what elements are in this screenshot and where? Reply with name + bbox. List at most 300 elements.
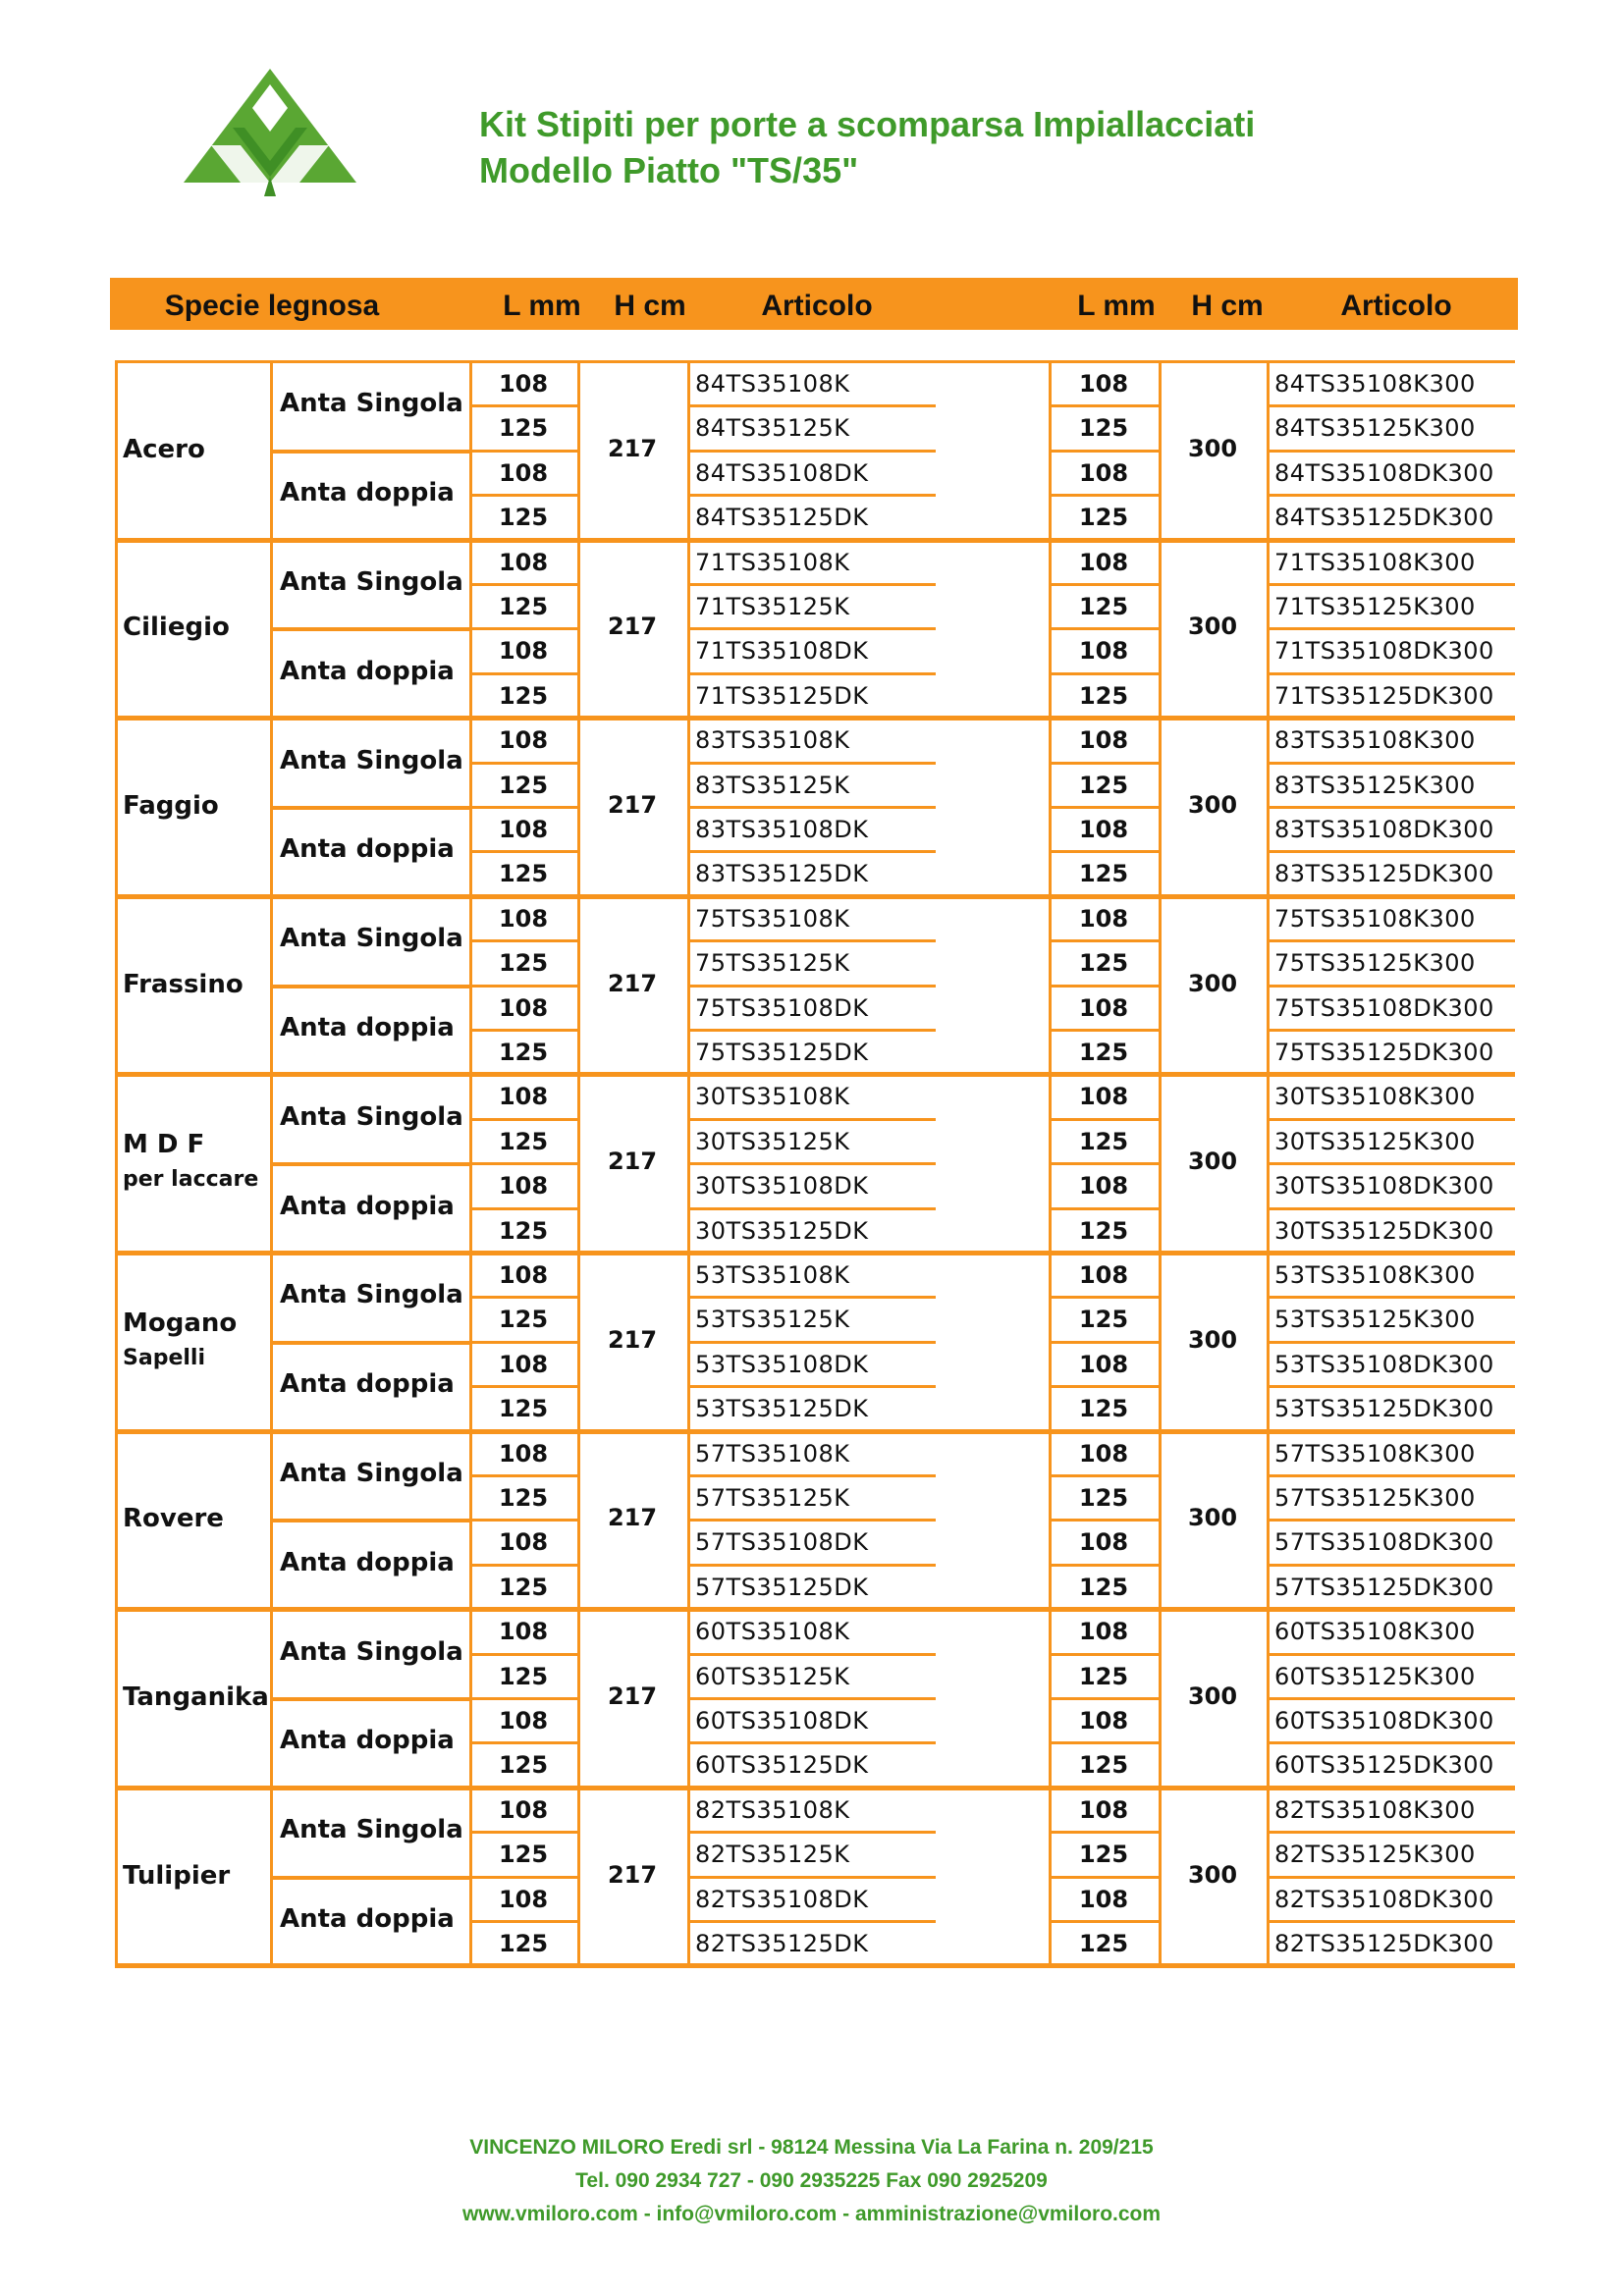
row-rule — [1267, 1876, 1515, 1879]
row-rule — [1267, 806, 1515, 809]
row-rule — [1049, 1741, 1159, 1744]
species-sublabel: Sapelli — [123, 1345, 205, 1370]
table-cell-l-mm: 108 — [498, 1083, 549, 1111]
height-value-300: 300 — [1187, 1148, 1238, 1176]
table-cell-l-mm-300: 108 — [1078, 1083, 1129, 1111]
row-rule — [1049, 1831, 1159, 1834]
table-cell-article: 75TS35125DK — [695, 1039, 869, 1066]
table-cell-article-300: 83TS35108DK300 — [1274, 816, 1494, 843]
table-cell-l-mm-300: 125 — [1078, 1127, 1129, 1155]
table-cell-article-300: 71TS35108DK300 — [1274, 637, 1494, 666]
row-rule — [1267, 1385, 1515, 1388]
table-cell-l-mm: 125 — [498, 1216, 549, 1245]
row-rule — [1267, 627, 1515, 630]
row-rule — [687, 1118, 936, 1121]
row-rule — [469, 1029, 577, 1032]
table-cell-article-300: 75TS35108K300 — [1274, 904, 1476, 933]
height-value: 217 — [607, 434, 658, 462]
row-rule — [469, 1162, 577, 1165]
row-rule — [1049, 1341, 1159, 1344]
row-rule — [687, 1162, 936, 1165]
vertical-rule — [115, 718, 118, 896]
page-subtitle: Modello Piatto "TS/35" — [479, 150, 859, 190]
table-cell-article: 84TS35108K — [695, 370, 850, 398]
row-rule — [1267, 450, 1515, 453]
row-rule — [469, 762, 577, 765]
table-cell-l-mm-300: 125 — [1078, 860, 1129, 888]
table-cell-article-300: 60TS35108K300 — [1274, 1618, 1476, 1646]
row-rule — [687, 806, 936, 809]
height-value: 217 — [607, 613, 658, 641]
table-cell-article-300: 83TS35108K300 — [1274, 726, 1476, 755]
row-rule — [469, 939, 577, 942]
table-cell-l-mm-300: 108 — [1078, 1707, 1129, 1735]
header-species: Specie legnosa — [164, 290, 380, 322]
anta-divider — [270, 1697, 469, 1701]
table-cell-article-300: 60TS35125K300 — [1274, 1662, 1476, 1690]
row-rule — [469, 450, 577, 453]
table-cell-article-300: 82TS35125K300 — [1274, 1841, 1476, 1869]
row-rule — [687, 450, 936, 453]
table-cell-l-mm-300: 125 — [1078, 593, 1129, 620]
height-value-300: 300 — [1187, 1325, 1238, 1354]
anta-doppia-label: Anta doppia — [280, 478, 455, 508]
anta-doppia-label: Anta doppia — [280, 834, 455, 865]
row-rule — [1267, 1831, 1515, 1834]
row-rule — [687, 672, 936, 675]
table-cell-article: 71TS35125DK — [695, 681, 869, 710]
table-cell-l-mm: 125 — [498, 1930, 549, 1957]
species-label: Mogano — [123, 1308, 238, 1338]
vertical-rule — [115, 361, 118, 540]
row-rule — [687, 1920, 936, 1923]
row-rule — [687, 1029, 936, 1032]
anta-singola-label: Anta Singola — [280, 1636, 463, 1667]
table-cell-article-300: 60TS35108DK300 — [1274, 1707, 1494, 1735]
table-cell-l-mm-300: 108 — [1078, 1172, 1129, 1201]
anta-singola-label: Anta Singola — [280, 924, 463, 954]
row-rule — [469, 1207, 577, 1210]
table-cell-l-mm: 108 — [498, 1350, 549, 1378]
header-h-cm: H cm — [614, 290, 686, 322]
species-label: Faggio — [123, 791, 219, 821]
row-rule — [687, 762, 936, 765]
table-cell-article-300: 83TS35125K300 — [1274, 771, 1476, 799]
table-cell-l-mm: 125 — [498, 681, 549, 710]
table-cell-article-300: 75TS35125DK300 — [1274, 1039, 1494, 1066]
anta-divider — [270, 985, 469, 988]
row-rule — [1049, 985, 1159, 988]
table-cell-article-300: 60TS35125DK300 — [1274, 1751, 1494, 1780]
vertical-rule — [687, 718, 690, 896]
table-cell-article: 53TS35108K — [695, 1261, 850, 1289]
anta-divider — [270, 806, 469, 810]
anta-singola-label: Anta Singola — [280, 1280, 463, 1310]
table-cell-article: 75TS35125K — [695, 949, 850, 978]
height-value-300: 300 — [1187, 969, 1238, 997]
table-cell-l-mm-300: 108 — [1078, 458, 1129, 487]
height-value-300: 300 — [1187, 1504, 1238, 1532]
row-rule — [469, 1920, 577, 1923]
table-header — [110, 278, 1518, 330]
table-cell-article: 30TS35108K — [695, 1083, 850, 1111]
row-rule — [687, 1697, 936, 1700]
table-cell-l-mm: 108 — [498, 1795, 549, 1824]
table-cell-article-300: 82TS35108DK300 — [1274, 1885, 1494, 1913]
table-cell-article-300: 53TS35125DK300 — [1274, 1395, 1494, 1423]
height-value-300: 300 — [1187, 434, 1238, 462]
row-rule — [1267, 1118, 1515, 1121]
table-cell-article: 53TS35108DK — [695, 1350, 869, 1378]
row-rule — [469, 850, 577, 853]
table-cell-article: 75TS35108DK — [695, 993, 869, 1022]
row-rule — [1049, 627, 1159, 630]
row-rule — [1267, 985, 1515, 988]
table-cell-article-300: 53TS35108K300 — [1274, 1261, 1476, 1289]
table-cell-l-mm: 108 — [498, 1618, 549, 1646]
row-rule — [1267, 1519, 1515, 1522]
row-rule — [687, 1741, 936, 1744]
group-divider — [115, 1429, 1515, 1434]
table-cell-article: 71TS35125K — [695, 593, 850, 620]
table-cell-l-mm-300: 108 — [1078, 1885, 1129, 1913]
row-rule — [1049, 762, 1159, 765]
row-rule — [1267, 494, 1515, 497]
vertical-rule — [1267, 1788, 1270, 1966]
row-rule — [1267, 672, 1515, 675]
table-cell-article-300: 82TS35108K300 — [1274, 1795, 1476, 1824]
table-cell-article-300: 82TS35125DK300 — [1274, 1930, 1494, 1957]
height-value: 217 — [607, 1325, 658, 1354]
height-value: 217 — [607, 1860, 658, 1889]
species-label: Tulipier — [123, 1860, 231, 1891]
table-cell-l-mm: 108 — [498, 548, 549, 576]
vertical-rule — [1267, 1609, 1270, 1788]
row-rule — [1267, 583, 1515, 586]
row-rule — [1267, 1564, 1515, 1567]
vertical-rule — [1267, 1253, 1270, 1431]
row-rule — [687, 1564, 936, 1567]
table-cell-article-300: 84TS35125DK300 — [1274, 504, 1494, 532]
table-cell-l-mm-300: 125 — [1078, 1216, 1129, 1245]
table-cell-article-300: 30TS35108DK300 — [1274, 1172, 1494, 1201]
row-rule — [1049, 939, 1159, 942]
anta-singola-label: Anta Singola — [280, 745, 463, 775]
table-cell-l-mm-300: 108 — [1078, 726, 1129, 755]
row-rule — [1049, 450, 1159, 453]
table-cell-l-mm-300: 125 — [1078, 1751, 1129, 1780]
vertical-rule — [1267, 896, 1270, 1075]
anta-divider — [270, 627, 469, 631]
table-cell-article: 75TS35108K — [695, 904, 850, 933]
row-rule — [469, 1564, 577, 1567]
height-value-300: 300 — [1187, 613, 1238, 641]
table-cell-l-mm-300: 125 — [1078, 1662, 1129, 1690]
table-cell-l-mm-300: 108 — [1078, 637, 1129, 666]
vertical-rule — [1267, 1431, 1270, 1610]
table-cell-l-mm-300: 108 — [1078, 904, 1129, 933]
height-value: 217 — [607, 1682, 658, 1710]
table-cell-article-300: 53TS35108DK300 — [1274, 1350, 1494, 1378]
vertical-rule — [270, 718, 273, 896]
row-rule — [469, 1296, 577, 1299]
vertical-rule — [115, 1253, 118, 1431]
vertical-rule — [115, 540, 118, 719]
vertical-rule — [687, 1609, 690, 1788]
table-cell-article-300: 75TS35108DK300 — [1274, 993, 1494, 1022]
row-rule — [1049, 850, 1159, 853]
vertical-rule — [270, 1609, 273, 1788]
table-cell-l-mm: 125 — [498, 1662, 549, 1690]
species-label: M D F — [123, 1130, 205, 1160]
table-cell-article: 84TS35125DK — [695, 504, 869, 532]
table-cell-article: 84TS35125K — [695, 414, 850, 443]
group-divider — [115, 1786, 1515, 1790]
row-rule — [1049, 1519, 1159, 1522]
table-cell-l-mm: 125 — [498, 1751, 549, 1780]
vertical-rule — [270, 1431, 273, 1610]
group-divider — [115, 716, 1515, 721]
row-rule — [687, 494, 936, 497]
row-rule — [687, 939, 936, 942]
row-rule — [469, 1653, 577, 1656]
row-rule — [1267, 1697, 1515, 1700]
row-rule — [1267, 1474, 1515, 1477]
vertical-rule — [270, 361, 273, 540]
table-cell-l-mm: 125 — [498, 949, 549, 978]
row-rule — [687, 1207, 936, 1210]
row-rule — [469, 583, 577, 586]
group-divider — [115, 1963, 1515, 1968]
table-cell-l-mm-300: 108 — [1078, 1261, 1129, 1289]
vertical-rule — [687, 1253, 690, 1431]
table-cell-article: 83TS35125K — [695, 771, 850, 799]
row-rule — [1267, 1162, 1515, 1165]
row-rule — [687, 1296, 936, 1299]
table-cell-article: 57TS35108K — [695, 1439, 850, 1468]
group-divider — [115, 894, 1515, 899]
row-rule — [469, 985, 577, 988]
vertical-rule — [270, 540, 273, 719]
row-rule — [687, 1474, 936, 1477]
table-cell-article: 57TS35108DK — [695, 1528, 869, 1557]
row-rule — [1267, 762, 1515, 765]
row-rule — [1049, 1162, 1159, 1165]
header-l-mm-2: L mm — [1077, 290, 1156, 322]
anta-doppia-label: Anta doppia — [280, 656, 455, 686]
table-cell-l-mm: 108 — [498, 1439, 549, 1468]
table-cell-article: 60TS35108DK — [695, 1707, 869, 1735]
row-rule — [469, 1876, 577, 1879]
table-cell-l-mm-300: 125 — [1078, 414, 1129, 443]
table-cell-article-300: 84TS35108K300 — [1274, 370, 1476, 398]
table-cell-l-mm-300: 108 — [1078, 1528, 1129, 1557]
vertical-rule — [687, 361, 690, 540]
row-rule — [469, 1697, 577, 1700]
table-cell-l-mm-300: 125 — [1078, 1573, 1129, 1601]
header-h-cm-2: H cm — [1191, 290, 1264, 322]
anta-doppia-label: Anta doppia — [280, 1726, 455, 1756]
table-cell-article: 53TS35125DK — [695, 1395, 869, 1423]
table-cell-article: 60TS35125DK — [695, 1751, 869, 1780]
table-cell-l-mm: 125 — [498, 1395, 549, 1423]
table-cell-article-300: 71TS35108K300 — [1274, 548, 1476, 576]
table-cell-article: 82TS35125K — [695, 1841, 850, 1869]
table-cell-article-300: 71TS35125K300 — [1274, 593, 1476, 620]
table-cell-l-mm: 125 — [498, 1039, 549, 1066]
table-cell-article-300: 57TS35125DK300 — [1274, 1573, 1494, 1601]
table-cell-article: 60TS35125K — [695, 1662, 850, 1690]
row-rule — [687, 1876, 936, 1879]
vertical-rule — [1267, 361, 1270, 540]
row-rule — [1049, 583, 1159, 586]
table-cell-l-mm: 125 — [498, 1127, 549, 1155]
table-cell-l-mm: 108 — [498, 904, 549, 933]
vertical-rule — [1267, 1074, 1270, 1253]
height-value: 217 — [607, 1504, 658, 1532]
footer-phone: Tel. 090 2934 727 - 090 2935225 Fax 090 2925209 — [575, 2169, 1048, 2192]
row-rule — [469, 1474, 577, 1477]
footer-web: www.vmiloro.com - info@vmiloro.com - amministrazione@vmiloro.com — [461, 2203, 1162, 2225]
table-cell-l-mm: 108 — [498, 1528, 549, 1557]
height-value-300: 300 — [1187, 1860, 1238, 1889]
table-cell-article-300: 30TS35125K300 — [1274, 1127, 1476, 1155]
table-cell-article: 83TS35108DK — [695, 816, 869, 843]
vertical-rule — [270, 1253, 273, 1431]
table-cell-article-300: 57TS35108K300 — [1274, 1439, 1476, 1468]
vertical-rule — [115, 1074, 118, 1253]
table-cell-article-300: 30TS35125DK300 — [1274, 1216, 1494, 1245]
anta-singola-label: Anta Singola — [280, 1101, 463, 1132]
table-cell-l-mm: 125 — [498, 1484, 549, 1512]
table-cell-article: 30TS35108DK — [695, 1172, 869, 1201]
table-cell-article: 71TS35108K — [695, 548, 850, 576]
row-rule — [469, 1519, 577, 1522]
table-cell-l-mm-300: 125 — [1078, 1306, 1129, 1334]
row-rule — [1267, 1920, 1515, 1923]
table-cell-article-300: 84TS35125K300 — [1274, 414, 1476, 443]
table-cell-l-mm-300: 108 — [1078, 1618, 1129, 1646]
row-rule — [687, 1653, 936, 1656]
row-rule — [1049, 1564, 1159, 1567]
table-cell-l-mm-300: 108 — [1078, 1439, 1129, 1468]
row-rule — [1049, 1653, 1159, 1656]
table-cell-article: 60TS35108K — [695, 1618, 850, 1646]
table-cell-l-mm-300: 125 — [1078, 1841, 1129, 1869]
row-rule — [687, 1831, 936, 1834]
row-rule — [1049, 404, 1159, 407]
table-cell-article-300: 84TS35108DK300 — [1274, 458, 1494, 487]
height-value: 217 — [607, 1148, 658, 1176]
height-value: 217 — [607, 791, 658, 819]
table-cell-l-mm-300: 108 — [1078, 1350, 1129, 1378]
row-rule — [687, 583, 936, 586]
height-value-300: 300 — [1187, 1682, 1238, 1710]
vertical-rule — [270, 1788, 273, 1966]
vertical-rule — [1267, 718, 1270, 896]
row-rule — [687, 850, 936, 853]
height-value: 217 — [607, 969, 658, 997]
table-cell-l-mm: 125 — [498, 593, 549, 620]
row-rule — [687, 985, 936, 988]
row-rule — [1049, 1296, 1159, 1299]
species-label: Ciliegio — [123, 613, 230, 643]
anta-singola-label: Anta Singola — [280, 1459, 463, 1488]
species-label: Tanganika — [123, 1682, 269, 1712]
species-sublabel: per laccare — [123, 1167, 259, 1193]
table-cell-article: 53TS35125K — [695, 1306, 850, 1334]
row-rule — [1049, 494, 1159, 497]
table-cell-l-mm: 108 — [498, 993, 549, 1022]
table-cell-article: 30TS35125DK — [695, 1216, 869, 1245]
row-rule — [469, 1741, 577, 1744]
row-rule — [469, 806, 577, 809]
table-cell-l-mm-300: 125 — [1078, 1930, 1129, 1957]
table-cell-l-mm: 108 — [498, 1172, 549, 1201]
table-cell-article-300: 57TS35108DK300 — [1274, 1528, 1494, 1557]
table-cell-article-300: 71TS35125DK300 — [1274, 681, 1494, 710]
row-rule — [1267, 1653, 1515, 1656]
table-cell-l-mm-300: 108 — [1078, 370, 1129, 398]
row-rule — [1049, 1697, 1159, 1700]
row-rule — [1049, 1474, 1159, 1477]
table-cell-l-mm-300: 108 — [1078, 993, 1129, 1022]
vertical-rule — [1267, 540, 1270, 719]
table-cell-l-mm: 125 — [498, 860, 549, 888]
anta-doppia-label: Anta doppia — [280, 1547, 455, 1577]
table-cell-article-300: 30TS35108K300 — [1274, 1083, 1476, 1111]
table-cell-l-mm-300: 108 — [1078, 548, 1129, 576]
vertical-rule — [687, 1074, 690, 1253]
row-rule — [469, 1341, 577, 1344]
table-cell-l-mm: 108 — [498, 1261, 549, 1289]
table-cell-l-mm-300: 125 — [1078, 681, 1129, 710]
table-cell-article: 57TS35125DK — [695, 1573, 869, 1601]
species-label: Rovere — [123, 1504, 224, 1534]
vertical-rule — [115, 1609, 118, 1788]
table-cell-article: 57TS35125K — [695, 1484, 850, 1512]
table-cell-l-mm-300: 125 — [1078, 1039, 1129, 1066]
table-cell-l-mm: 125 — [498, 1841, 549, 1869]
table-cell-article: 82TS35108DK — [695, 1885, 869, 1913]
table-cell-l-mm: 108 — [498, 1707, 549, 1735]
row-rule — [1267, 1341, 1515, 1344]
table-cell-l-mm: 125 — [498, 1306, 549, 1334]
row-rule — [1267, 1207, 1515, 1210]
table-cell-l-mm-300: 125 — [1078, 771, 1129, 799]
species-label: Frassino — [123, 969, 243, 999]
row-rule — [1049, 1207, 1159, 1210]
page-title: Kit Stipiti per porte a scomparsa Impiallacciati — [479, 104, 1256, 144]
table-cell-article: 71TS35108DK — [695, 637, 869, 666]
row-rule — [1049, 806, 1159, 809]
anta-doppia-label: Anta doppia — [280, 1369, 455, 1400]
table-cell-article: 83TS35108K — [695, 726, 850, 755]
table-cell-article: 82TS35125DK — [695, 1930, 869, 1957]
row-rule — [1267, 1296, 1515, 1299]
table-cell-l-mm-300: 125 — [1078, 1484, 1129, 1512]
vertical-rule — [687, 540, 690, 719]
table-cell-article: 84TS35108DK — [695, 458, 869, 487]
group-divider — [115, 1251, 1515, 1255]
group-divider — [115, 538, 1515, 543]
vertical-rule — [115, 1788, 118, 1966]
row-rule — [1049, 1876, 1159, 1879]
table-cell-article: 82TS35108K — [695, 1795, 850, 1824]
vertical-rule — [687, 896, 690, 1075]
table-cell-l-mm-300: 125 — [1078, 949, 1129, 978]
table-cell-article-300: 57TS35125K300 — [1274, 1484, 1476, 1512]
